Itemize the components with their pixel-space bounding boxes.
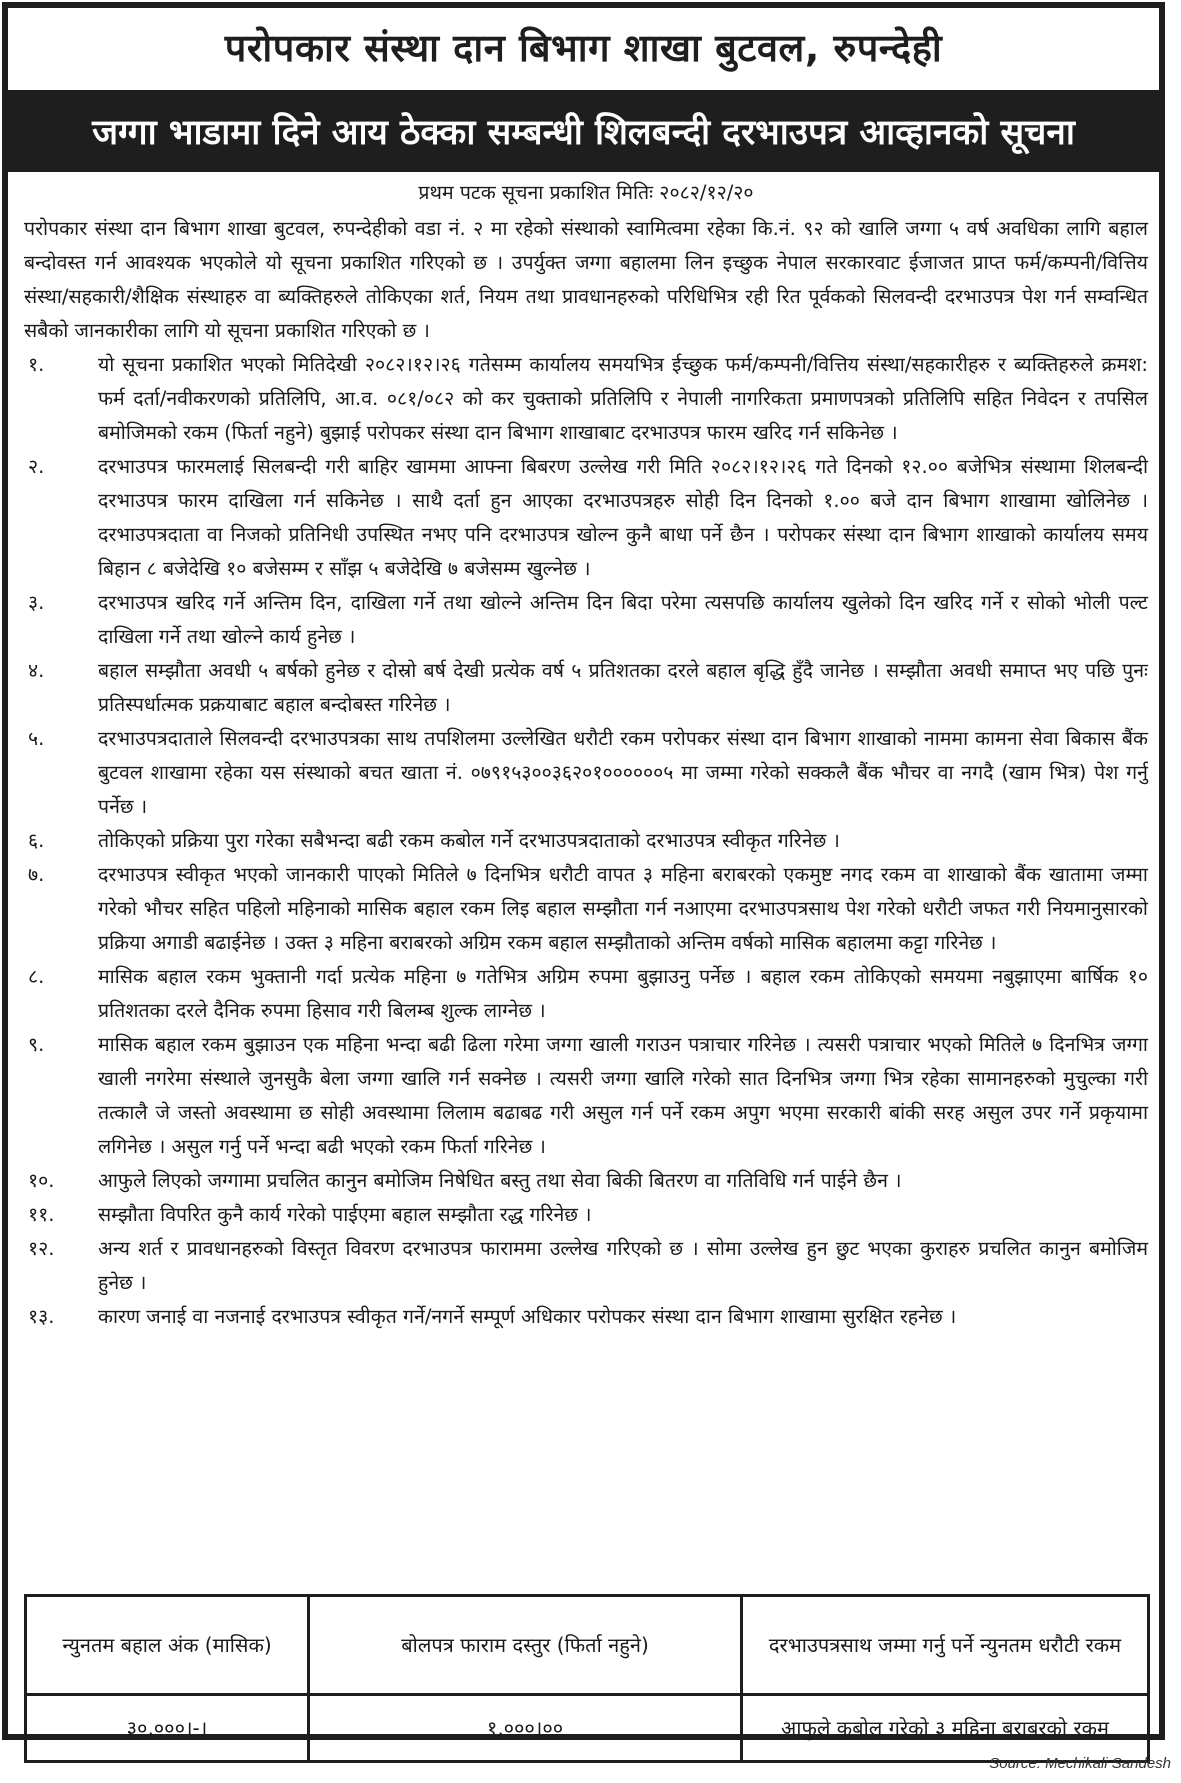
header-form-fee: बोलपत्र फाराम दस्तुर (फिर्ता नहुने) [309,1596,742,1695]
cell-min-rent: ३०,०००।-। [26,1695,309,1762]
term-number: १. [28,353,45,376]
term-item [24,1232,1148,1300]
source-credit: Source: Mechikali Sandesh [989,1755,1171,1772]
term-text: सम्झौता विपरित कुनै कार्य गरेको पाईएमा बहाल सम्झौता रद्ध गरिनेछ । [98,1203,592,1226]
term-item [24,1198,1148,1232]
terms-list [24,348,1148,1334]
term-text: मासिक बहाल रकम बुझाउन एक महिना भन्दा बढी ढिला गरेमा जग्गा खाली गराउन पत्राचार गरिनेछ । त्यसरी पत्राचार भएको मितिले ७ दिनभित्र जग्गा खाली नगरेमा संस्थाले जुनसुकै बेला जग्गा खालि गर्न सक्नेछ । त्यसरी जग्गा खालि गरेको सात दिनभित्र जग्गा भित्र रहेका सामानहरुको मुचुल्का गरी तत्कालै जे जस्तो अवस्थामा छ सोही अवस्थामा लिलाम बढाबढ गरी असुल गर्न पर्ने रकम अपुग भएमा सरकारी बांकी सरह असुल उपर गर्ने प्रकृयामा लगिनेछ । असुल गर्नु पर्ने भन्दा बढी भएको रकम फिर्ता गरिनेछ । [98,1033,1148,1158]
term-item [24,348,1148,450]
notice-title: परोपकार संस्था दान बिभाग शाखा बुटवल, रुपन्देही [224,26,943,70]
term-text: दरभाउपत्र फारमलाई सिलबन्दी गरी बाहिर खाममा आफ्ना बिबरण उल्लेख गरी मिति २०८२।१२।२६ गते दिनको १२.०० बजेभित्र संस्थामा शिलबन्दी दरभाउपत्र फारम दाखिला गर्न सकिनेछ । साथै दर्ता हुन आएका दरभाउपत्रहरु सोही दिन दिनको १.०० बजे दान बिभाग शाखामा खोलिनेछ । दरभाउपत्रदाता वा निजको प्रतिनिधी उपस्थित नभए पनि दरभाउपत्र खोल्न कुनै बाधा पर्ने छैन । परोपकर संस्था दान बिभाग शाखाको कार्यालय समय बिहान ८ बजेदेखि १० बजेसम्म र साँझ ५ बजेदेखि ७ बजेसम्म खुल्नेछ । [98,455,1148,580]
term-item [24,1028,1148,1164]
term-number: १३. [28,1305,55,1328]
term-number: ८. [28,965,45,988]
publication-date: प्रथम पटक सूचना प्रकाशित मितिः २०८२/१२/२० [418,181,754,204]
term-number: ७. [28,863,45,886]
term-item [24,824,1148,858]
notice-subtitle: जग्गा भाडामा दिने आय ठेक्का सम्बन्धी शिलबन्दी दरभाउपत्र आव्हानको सूचना [8,90,1159,172]
term-text: दरभाउपत्र खरिद गर्ने अन्तिम दिन, दाखिला गर्ने तथा खोल्ने अन्तिम दिन बिदा परेमा त्यसपछि कार्यालय खुलेको दिन खरिद गर्ने र सोको भोली पल्ट दाखिला गर्ने तथा खोल्ने कार्य हुनेछ । [98,591,1148,648]
term-text: आफुले लिएको जग्गामा प्रचलित कानुन बमोजिम निषेधित बस्तु तथा सेवा बिकी बितरण वा गतिविधि गर्न पाईने छैन । [98,1169,902,1192]
term-number: ९. [28,1033,45,1056]
term-item [24,1164,1148,1198]
fee-table [24,1594,1150,1763]
term-text: यो सूचना प्रकाशित भएको मितिदेखी २०८२।१२।२६ गतेसम्म कार्यालय समयभित्र ईच्छुक फर्म/कम्पनी/वित्तिय संस्था/सहकारीहरु र ब्यक्तिहरुले क्रमश: फर्म दर्ता/नवीकरणको प्रतिलिपि, आ.व. ०८१/०८२ को कर चुक्ताको प्रतिलिपि र नेपाली नागरिकता प्रमाणपत्रको प्रतिलिपि सहित निवेदन र तपसिल बमोजिमको रकम (फिर्ता नहुने) बुझाई परोपकर संस्था दान बिभाग शाखाबाट दरभाउपत्र फारम खरिद गर्न सकिनेछ । [98,353,1148,444]
term-item [24,858,1148,960]
term-item [24,1300,1148,1334]
notice-body [24,176,1148,1334]
header-min-rent: न्युनतम बहाल अंक (मासिक) [26,1596,309,1695]
term-number: ४. [28,659,45,682]
term-number: ११. [28,1203,55,1226]
term-item [24,654,1148,722]
term-number: २. [28,455,45,478]
term-item [24,722,1148,824]
term-item [24,960,1148,1028]
table-row [26,1695,1149,1762]
cell-form-fee: १,०००।०० [309,1695,742,1762]
fee-table-wrapper [24,1594,1150,1763]
intro-paragraph: परोपकार संस्था दान बिभाग शाखा बुटवल, रुपन्देहीको वडा नं. २ मा रहेको संस्थाको स्वामित्वमा रहेका कि.नं. ९२ को खालि जग्गा ५ वर्ष अवधिका लागि बहाल बन्दोवस्त गर्न आवश्यक भएकोले यो सूचना प्रकाशित गरिएको छ । उपर्युक्त जग्गा बहालमा लिन इच्छुक नेपाल सरकारवाट ईजाजत प्राप्त फर्म/कम्पनी/वित्तिय संस्था/सहकारी/शैक्षिक संस्थाहरु वा ब्यक्तिहरुले तोकिएका शर्त, नियम तथा प्रावधानहरुको परिधिभित्र रही रित पूर्वकको सिलवन्दी दरभाउपत्र पेश गर्न सम्वन्धित सबैको जानकारीका लागि यो सूचना प्रकाशित गरिएको छ । [24,217,1148,342]
cell-deposit: आफुले कबोल गरेको ३ महिना बराबरको रकम [742,1695,1149,1762]
term-text: बहाल सम्झौता अवधी ५ बर्षको हुनेछ र दोस्रो बर्ष देखी प्रत्येक वर्ष ५ प्रतिशतका दरले बहाल बृद्धि हुँदै जानेछ । सम्झौता अवधी समाप्त भए पछि पुनः प्रतिस्पर्धात्मक प्रक्रयाबाट बहाल बन्दोबस्त गरिनेछ । [98,659,1148,716]
term-number: ३. [28,591,45,614]
header-deposit: दरभाउपत्रसाथ जम्मा गर्नु पर्ने न्युनतम धरौटी रकम [742,1596,1149,1695]
term-text: दरभाउपत्रदाताले सिलवन्दी दरभाउपत्रका साथ तपशिलमा उल्लेखित धरौटी रकम परोपकर संस्था दान बिभाग शाखाको नाममा कामना सेवा बिकास बैंक बुटवल शाखामा रहेका यस संस्थाको बचत खाता नं. ०७९१५३००३६२०१००००००५ मा जम्मा गरेको सक्कलै बैंक भौचर वा नगदै (खाम भित्र) पेश गर्नु पर्नेछ । [98,727,1148,818]
term-item [24,586,1148,654]
term-text: दरभाउपत्र स्वीकृत भएको जानकारी पाएको मितिले ७ दिनभित्र धरौटी वापत ३ महिना बराबरको एकमुष्ट नगद रकम वा शाखाको बैंक खातामा जम्मा गरेको भौचर सहित पहिलो महिनाको मासिक बहाल रकम लिइ बहाल सम्झौता गर्न नआएमा दरभाउपत्रसाथ पेश गरेको धरौटी जफत गरी नियमानुसारको प्रक्रिया अगाडी बढाईनेछ । उक्त ३ महिना बराबरको अग्रिम रकम बहाल सम्झौताको अन्तिम वर्षको मासिक बहालमा कट्टा गरिनेछ । [98,863,1148,954]
term-number: ५. [28,727,45,750]
term-number: १२. [28,1237,55,1260]
term-text: मासिक बहाल रकम भुक्तानी गर्दा प्रत्येक महिना ७ गतेभित्र अग्रिम रुपमा बुझाउनु पर्नेछ । बहाल रकम तोकिएको समयमा नबुझाएमा बार्षिक १० प्रतिशतका दरले दैनिक रुपमा हिसाव गरी बिलम्ब शुल्क लाग्नेछ । [98,965,1148,1022]
term-number: १०. [28,1169,55,1192]
term-text: कारण जनाई वा नजनाई दरभाउपत्र स्वीकृत गर्ने/नगर्ने सम्पूर्ण अधिकार परोपकर संस्था दान बिभाग शाखामा सुरक्षित रहनेछ । [98,1305,957,1328]
term-text: तोकिएको प्रक्रिया पुरा गरेका सबैभन्दा बढी रकम कबोल गर्ने दरभाउपत्रदाताको दरभाउपत्र स्वीकृत गरिनेछ । [98,829,840,852]
term-text: अन्य शर्त र प्रावधानहरुको विस्तृत विवरण दरभाउपत्र फाराममा उल्लेख गरिएको छ । सोमा उल्लेख हुन छुट भएका कुराहरु प्रचलित कानुन बमोजिम हुनेछ । [98,1237,1148,1294]
term-number: ६. [28,829,45,852]
table-header-row [26,1596,1149,1695]
term-item [24,450,1148,586]
